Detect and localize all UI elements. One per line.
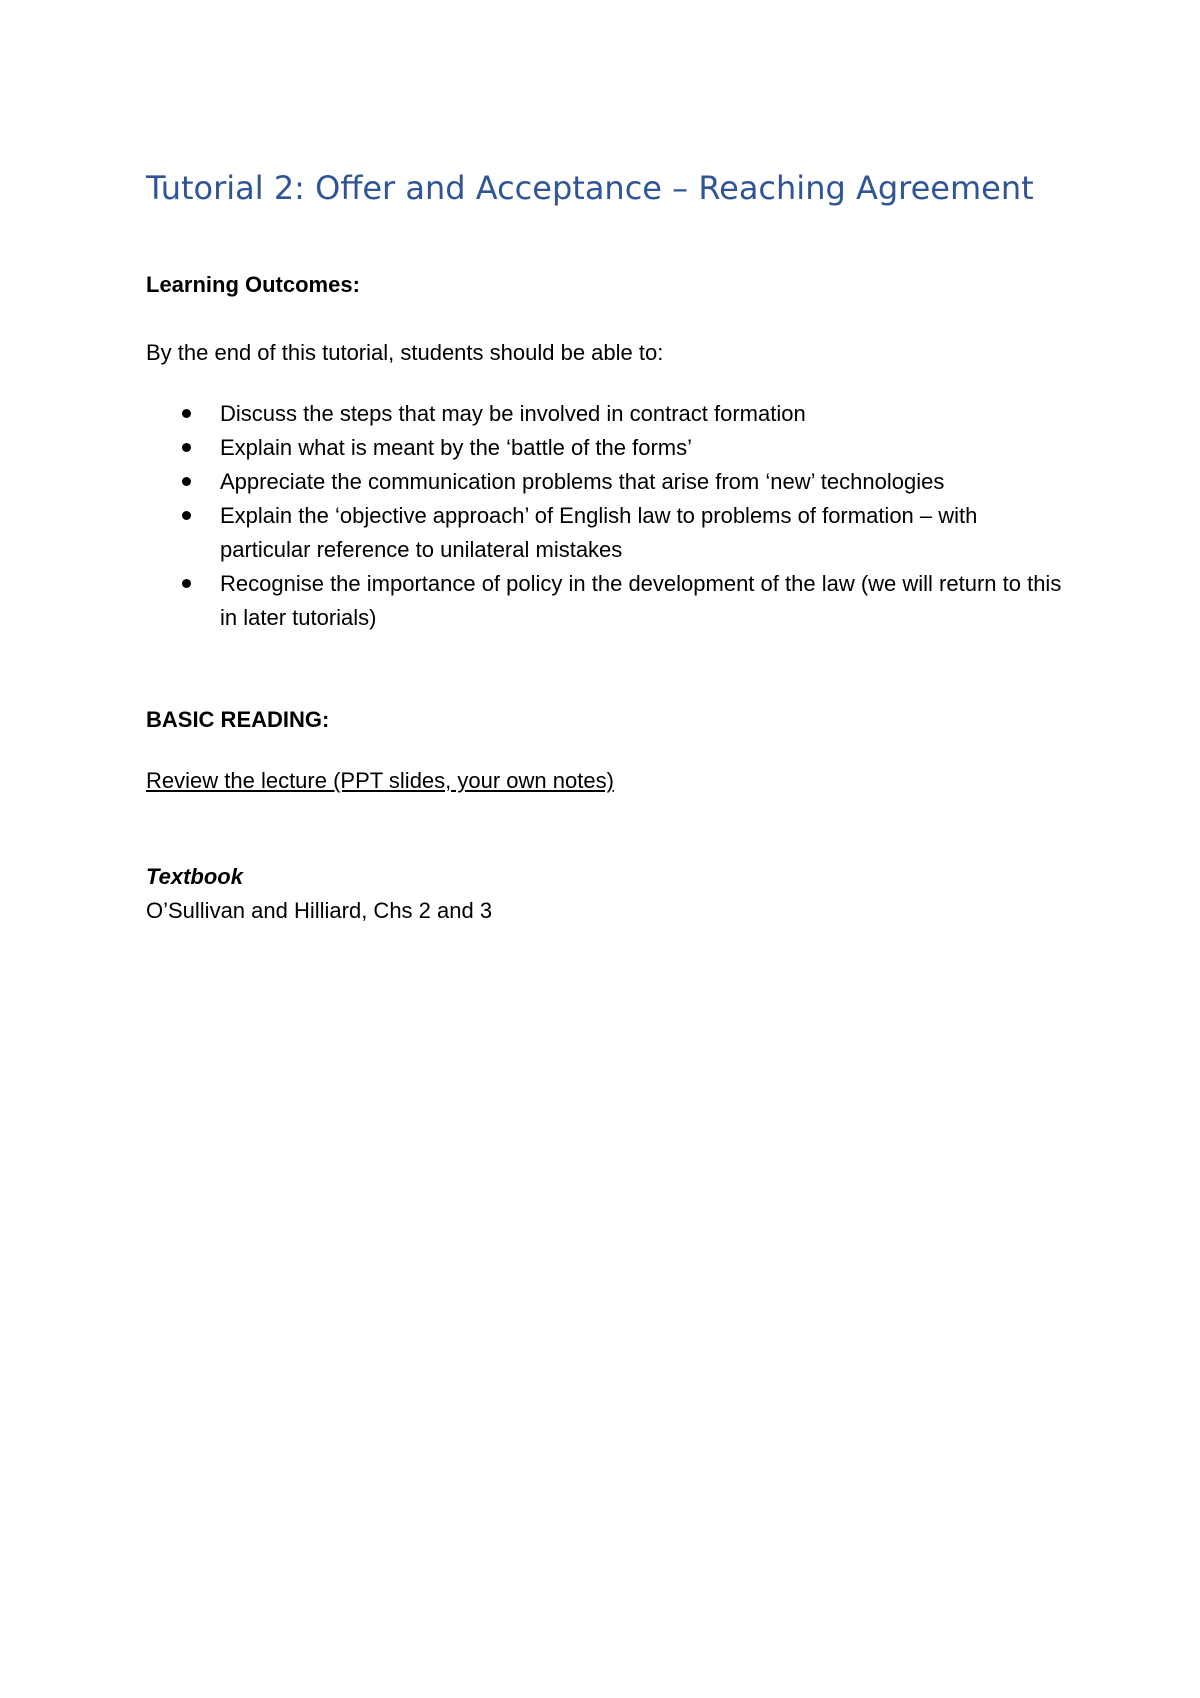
learning-outcomes-list <box>146 397 1066 635</box>
page-title: Tutorial 2: Offer and Acceptance – Reaching Agreement <box>146 169 1034 207</box>
list-item-text: Appreciate the communication problems that arise from ‘new’ technologies <box>220 469 945 494</box>
list-item-text: Recognise the importance of policy in the development of the law (we will return to this in later tutorials) <box>220 571 1062 630</box>
document-content <box>146 166 1066 928</box>
bullet-icon <box>182 409 191 418</box>
bullet-icon <box>182 477 191 486</box>
learning-outcomes-heading: Learning Outcomes: <box>146 272 360 297</box>
list-item-text: Discuss the steps that may be involved in contract formation <box>220 401 806 426</box>
list-item-text: Explain what is meant by the ‘battle of the forms’ <box>220 435 693 460</box>
review-lecture-note: Review the lecture (PPT slides, your own notes) <box>146 768 614 793</box>
bullet-icon <box>182 511 191 520</box>
textbook-heading: Textbook <box>146 864 243 889</box>
list-item <box>146 397 1066 431</box>
list-item-text: Explain the ‘objective approach’ of English law to problems of formation – with particular reference to unilateral mistakes <box>220 503 978 562</box>
learning-outcomes-intro: By the end of this tutorial, students should be able to: <box>146 340 664 365</box>
bullet-icon <box>182 579 191 588</box>
list-item <box>146 465 1066 499</box>
bullet-icon <box>182 443 191 452</box>
textbook-reference: O’Sullivan and Hilliard, Chs 2 and 3 <box>146 898 493 923</box>
list-item <box>146 431 1066 465</box>
list-item <box>146 567 1066 635</box>
basic-reading-heading: BASIC READING: <box>146 707 330 732</box>
list-item <box>146 499 1066 567</box>
